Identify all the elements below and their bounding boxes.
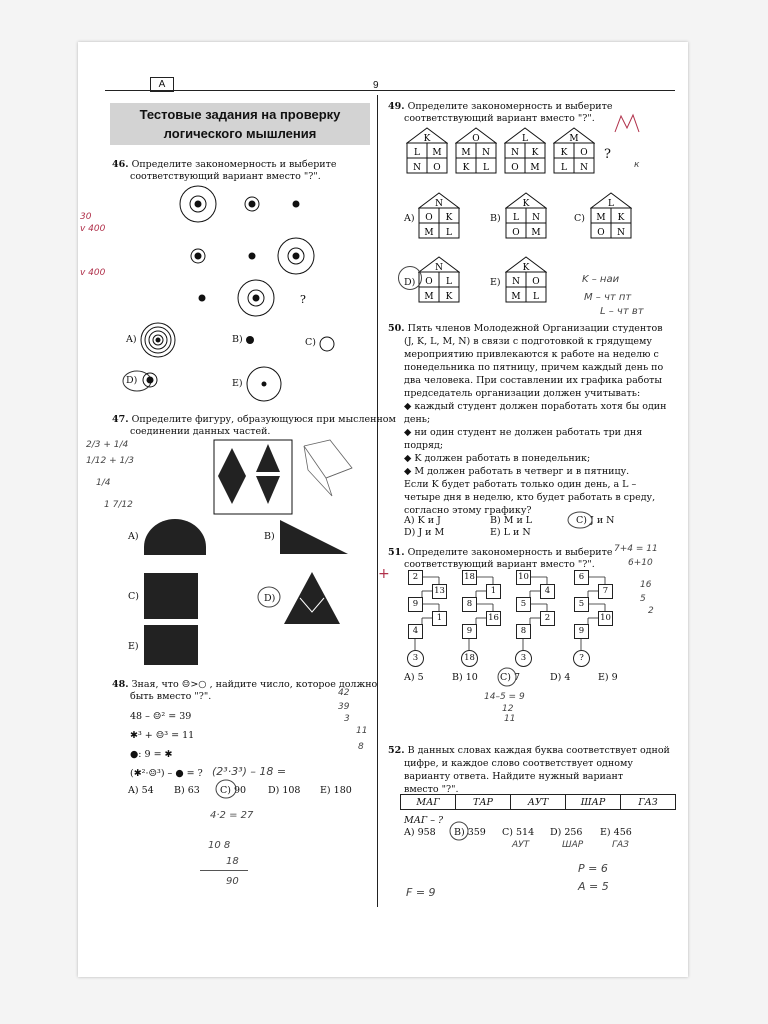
hw-q48-calc-3: 18 bbox=[226, 856, 239, 867]
hw-q48-side-1: 42 bbox=[338, 688, 350, 698]
q51-result-circle: 3 bbox=[515, 650, 532, 667]
q49-house-letter: M bbox=[424, 228, 434, 238]
hw-q51-side-5: 2 bbox=[648, 606, 654, 616]
q51-number-box: 2 bbox=[408, 570, 423, 585]
q47-option-e-figure[interactable] bbox=[142, 623, 200, 667]
q51-result-circle: ? bbox=[573, 650, 590, 667]
q46-dot bbox=[293, 253, 299, 259]
q49-house-letter: K bbox=[522, 199, 530, 209]
q51-answer-c-circle bbox=[496, 666, 521, 688]
hw-q52-val-2: A = 5 bbox=[578, 880, 609, 893]
hw-q52-note-2: ШАР bbox=[562, 840, 584, 850]
q52-line: вместо "?". bbox=[404, 784, 459, 795]
hw-q51-side-2: 6+10 bbox=[628, 558, 653, 568]
q50-line: четыре дня в неделю, кто будет работать в среду, bbox=[404, 492, 656, 503]
page-number: 9 bbox=[373, 80, 379, 91]
q49-house-shape bbox=[418, 256, 460, 304]
hw-q48-calc-4: 90 bbox=[226, 876, 239, 887]
q50-line: (J, K, L, M, N) в связи с подготовкой к грядущему bbox=[404, 336, 653, 347]
hw-q51-under-2: 12 bbox=[502, 704, 514, 714]
q48-answer-b[interactable]: B) 63 bbox=[174, 785, 200, 796]
q48-answer-a[interactable]: A) 54 bbox=[128, 785, 154, 796]
q49-option-label[interactable]: B) bbox=[490, 213, 501, 224]
q46-dot bbox=[195, 201, 201, 207]
hw-q48-side-4: 11 bbox=[356, 726, 368, 736]
q52-line: варианту ответа. Найдите нужный вариант bbox=[404, 771, 624, 782]
q49-house-letter: L bbox=[533, 292, 539, 302]
q52-answer-b-circle bbox=[448, 820, 470, 842]
q47-option-a-label[interactable]: A) bbox=[128, 531, 139, 542]
q49-house-letter: L bbox=[513, 213, 519, 223]
q49-house-letter: M bbox=[531, 228, 541, 238]
q47-option-b-figure[interactable] bbox=[278, 518, 350, 556]
q49-house-letter: N bbox=[511, 148, 519, 158]
q51-line1: Определите закономерность и выберите bbox=[407, 547, 613, 558]
hw-q48-side-5: 8 bbox=[358, 742, 364, 752]
q49-house bbox=[590, 192, 632, 244]
q51-number-box: 5 bbox=[574, 597, 589, 612]
q52-text bbox=[388, 744, 673, 796]
hw-q47-3: 1/4 bbox=[96, 478, 111, 488]
q49-house-letter: L bbox=[446, 277, 452, 287]
q49-house-letter: M bbox=[569, 134, 579, 144]
q46-dot bbox=[195, 253, 201, 259]
q52-line-text: В данных словах каждая буква соответствует одной bbox=[407, 745, 670, 756]
q49-house-letter: M bbox=[424, 292, 434, 302]
q48-number: 48. bbox=[112, 679, 129, 690]
q48-answer-e[interactable]: E) 180 bbox=[320, 785, 352, 796]
q49-house-shape bbox=[590, 192, 632, 240]
q47-option-d-circle bbox=[256, 584, 282, 610]
q47-option-b-label[interactable]: B) bbox=[264, 531, 275, 542]
q46-dot bbox=[253, 295, 259, 301]
q51-number-box: 8 bbox=[462, 597, 477, 612]
q50-line bbox=[388, 322, 673, 335]
q46-option-a-label[interactable]: A) bbox=[126, 334, 137, 345]
q49-option-label[interactable]: C) bbox=[574, 213, 585, 224]
q49-house-letter: K bbox=[445, 292, 453, 302]
q52-word-table bbox=[400, 794, 676, 810]
hw-q48-rule bbox=[200, 870, 248, 871]
q50-line: понедельника по пятницу, причем каждый день по bbox=[404, 362, 664, 373]
q49-house-letter: N bbox=[580, 163, 588, 173]
q47-option-d-figure[interactable] bbox=[282, 570, 342, 626]
q50-line: согласно этому графику? bbox=[404, 505, 532, 516]
q49-house-letter: O bbox=[580, 148, 588, 158]
hw-margin-2: v 400 bbox=[80, 224, 106, 234]
q46-dot bbox=[249, 253, 255, 259]
section-title bbox=[110, 103, 370, 145]
q49-house-letter: K bbox=[617, 213, 625, 223]
q49-house-letter: N bbox=[482, 148, 490, 158]
q49-house-shape bbox=[455, 127, 497, 175]
hw-q47-2: 1/12 + 1/3 bbox=[86, 456, 134, 466]
q46-option-a-figure[interactable] bbox=[138, 320, 178, 360]
q51-number-box: 13 bbox=[432, 584, 447, 599]
q47-parts bbox=[210, 438, 360, 518]
q51-result-circle: 18 bbox=[461, 650, 478, 667]
q47-line1: Определите фигуру, образующуюся при мысленном bbox=[131, 414, 396, 425]
q52-question: МАГ – ? bbox=[404, 815, 444, 826]
q50-answer-d[interactable]: D) J и M bbox=[404, 527, 445, 538]
q49-option-label[interactable]: A) bbox=[404, 213, 415, 224]
q49-number: 49. bbox=[388, 101, 405, 112]
q51-answer-d[interactable]: D) 4 bbox=[550, 672, 571, 683]
q52-word: АУТ bbox=[511, 795, 566, 810]
q50-line: два человека. При составлении их графика работы bbox=[404, 375, 662, 386]
q52-answer-d[interactable]: D) 256 bbox=[550, 827, 583, 838]
q50-text bbox=[388, 322, 673, 517]
hw-q51-side-1: 7+4 = 11 bbox=[614, 544, 658, 554]
q51-number-box: 4 bbox=[408, 624, 423, 639]
q49-house-letter: M bbox=[596, 213, 606, 223]
q49-house-letter: K bbox=[423, 134, 431, 144]
q49-house-letter: N bbox=[617, 228, 625, 238]
q48-eq4: (✱²·☺³) – ● = ? bbox=[130, 768, 203, 779]
q49-house bbox=[418, 192, 460, 244]
q49-option-label[interactable]: E) bbox=[490, 277, 501, 288]
q49-house-letter: N bbox=[532, 213, 540, 223]
q51-answer-b[interactable]: B) 10 bbox=[452, 672, 478, 683]
q49-house-letter: K bbox=[531, 148, 539, 158]
hw-q47-4: 1 7/12 bbox=[104, 500, 133, 510]
hw-q49-note-3: L – чт вт bbox=[600, 306, 644, 317]
q50-line: ◆ K должен работать в понедельник; bbox=[404, 453, 591, 464]
q49-house-letter: M bbox=[530, 163, 540, 173]
hw-q48-expr: (2³·3³) – 18 = bbox=[212, 765, 287, 778]
q50-answer-c-circle bbox=[566, 510, 594, 530]
q46-option-c-label[interactable]: C) bbox=[305, 337, 316, 348]
q48-symbols: ☺>○ bbox=[181, 679, 207, 690]
q47-option-c-label[interactable]: C) bbox=[128, 591, 139, 602]
q46-question-mark: ? bbox=[300, 293, 306, 306]
q49-house-shape bbox=[406, 127, 448, 175]
hw-q51-under-1: 14–5 = 9 bbox=[484, 692, 525, 702]
q52-line bbox=[388, 744, 673, 757]
q50-answer-a[interactable]: A) K и J bbox=[404, 515, 441, 526]
q52-number: 52. bbox=[388, 745, 405, 756]
q49-house-letter: O bbox=[597, 228, 605, 238]
q49-house-shape bbox=[553, 127, 595, 175]
q48-line2: быть вместо "?". bbox=[130, 691, 212, 702]
section-title-line1: Тестовые задания на проверку bbox=[139, 107, 341, 122]
hw-q49-sketch bbox=[612, 112, 644, 136]
q51-number-box: 16 bbox=[486, 611, 501, 626]
q50-line: ◆ ни один студент не должен работать три дня bbox=[404, 427, 643, 438]
q46-option-b-label[interactable]: B) bbox=[232, 334, 243, 345]
q51-number-box: 10 bbox=[516, 570, 531, 585]
q49-house-letter: L bbox=[414, 148, 420, 158]
q51-answer-e[interactable]: E) 9 bbox=[598, 672, 618, 683]
q47-number: 47. bbox=[112, 414, 129, 425]
q50-answer-b[interactable]: B) M и L bbox=[490, 515, 533, 526]
q46-line1: Определите закономерность и выберите bbox=[131, 159, 337, 170]
q51-number-box: 10 bbox=[598, 611, 613, 626]
q50-line: мероприятию привлекаются к работе на неделю с bbox=[404, 349, 659, 360]
q48-answer-c[interactable]: C) 90 bbox=[220, 785, 247, 796]
q51-number-box: 2 bbox=[540, 611, 555, 626]
q49-house-letter: L bbox=[446, 228, 452, 238]
q50-answer-c[interactable]: C) J и N bbox=[576, 515, 615, 526]
q46-option-e-label[interactable]: E) bbox=[232, 378, 243, 389]
q51-answer-c[interactable]: C) 7 bbox=[500, 672, 521, 683]
q49-house-letter: O bbox=[433, 163, 441, 173]
q47-option-e-label[interactable]: E) bbox=[128, 641, 139, 652]
q48-answer-c-circle bbox=[214, 778, 238, 800]
q49-house-shape bbox=[505, 256, 547, 304]
q46-option-d-label[interactable]: D) bbox=[126, 375, 138, 386]
q49-house-letter: M bbox=[432, 148, 442, 158]
q49-house bbox=[505, 192, 547, 244]
q50-answer-e[interactable]: E) L и N bbox=[490, 527, 531, 538]
section-title-line2: логического мышления bbox=[163, 126, 317, 141]
q49-house bbox=[418, 256, 460, 308]
hw-q49-k: к bbox=[634, 160, 640, 170]
q52-word: ШАР bbox=[566, 795, 621, 810]
q52-answer-c[interactable]: C) 514 bbox=[502, 827, 535, 838]
hw-margin-1: 30 bbox=[80, 212, 92, 222]
header-rule bbox=[105, 90, 675, 91]
q49-line2: соответствующий вариант вместо "?". bbox=[404, 113, 595, 124]
q49-house-letter: M bbox=[511, 292, 521, 302]
q51-number: 51. bbox=[388, 547, 405, 558]
q48-eq2: ✱³ + ☺³ = 11 bbox=[130, 730, 195, 741]
q49-house-letter: O bbox=[425, 213, 433, 223]
q49-house-letter: K bbox=[522, 263, 530, 273]
q48-answer-d[interactable]: D) 108 bbox=[268, 785, 301, 796]
q46-option-c-figure[interactable] bbox=[318, 335, 336, 353]
q50-line: ◆ M должен работать в четверг и в пятницу. bbox=[404, 466, 630, 477]
q52-answer-b[interactable]: B) 359 bbox=[454, 827, 486, 838]
hw-q49-note-1: K – наи bbox=[582, 274, 620, 285]
q46-number: 46. bbox=[112, 159, 129, 170]
q49-question-mark: ? bbox=[604, 147, 611, 162]
q49-house-letter: O bbox=[512, 228, 520, 238]
hw-q52-note-1: АУТ bbox=[512, 840, 530, 850]
q51-number-box: 18 bbox=[462, 570, 477, 585]
q49-house bbox=[406, 127, 448, 179]
q49-option-label[interactable]: D) bbox=[404, 277, 416, 288]
q49-house-letter: L bbox=[608, 199, 614, 209]
q49-option-d-circle bbox=[398, 266, 422, 290]
q49-house-letter: M bbox=[461, 148, 471, 158]
hw-q48-calc-2: 10 8 bbox=[208, 840, 231, 851]
q50-line: день; bbox=[404, 414, 431, 425]
q49-house bbox=[505, 256, 547, 308]
q49-house-shape bbox=[504, 127, 546, 175]
q49-house-letter: N bbox=[435, 263, 443, 273]
q51-line2: соответствующий вариант вместо "?". bbox=[404, 559, 595, 570]
q49-house bbox=[504, 127, 546, 179]
q52-line: цифре, и каждое слово соответствует одному bbox=[404, 758, 633, 769]
q47-option-c-figure[interactable] bbox=[142, 571, 200, 621]
q51-result-circle: 3 bbox=[407, 650, 424, 667]
q51-number-box: 9 bbox=[408, 597, 423, 612]
q52-word: ТАР bbox=[456, 795, 511, 810]
q49-house-letter: L bbox=[561, 163, 567, 173]
hw-q48-calc-1: 4·2 = 27 bbox=[210, 810, 254, 821]
q49-house bbox=[455, 127, 497, 179]
q49-house-letter: O bbox=[472, 134, 480, 144]
q49-house-shape bbox=[418, 192, 460, 240]
hw-q47-1: 2/3 + 1/4 bbox=[86, 440, 129, 450]
hw-q48-side-3: 3 bbox=[344, 714, 350, 724]
q49-house-letter: L bbox=[522, 134, 528, 144]
q49-house-letter: N bbox=[512, 277, 520, 287]
q51-number-box: 9 bbox=[462, 624, 477, 639]
q49-house-letter: N bbox=[413, 163, 421, 173]
q49-house-letter: N bbox=[435, 199, 443, 209]
q46-option-d-figure[interactable] bbox=[120, 368, 164, 394]
q50-line-text: Пять членов Молодежной Организации студентов bbox=[407, 323, 663, 334]
q49-house-letter: K bbox=[560, 148, 568, 158]
q48-line1b: , найдите число, которое должно bbox=[209, 679, 378, 690]
q51-number-box: 1 bbox=[486, 584, 501, 599]
q49-house-letter: L bbox=[483, 163, 489, 173]
q47-option-a-figure[interactable] bbox=[142, 517, 208, 557]
q51-number-box: 8 bbox=[516, 624, 531, 639]
q46-line2: соответствующий вариант вместо "?". bbox=[130, 171, 321, 182]
q46-option-b-figure[interactable] bbox=[244, 334, 256, 346]
hw-margin-3: v 400 bbox=[80, 268, 106, 278]
q48-eq1: 48 – ☺² = 39 bbox=[130, 711, 192, 722]
q47-option-d-label[interactable]: D) bbox=[264, 593, 276, 604]
q51-answer-a[interactable]: A) 5 bbox=[404, 672, 424, 683]
q46-figure-grid bbox=[160, 180, 330, 320]
q49-house-letter: K bbox=[462, 163, 470, 173]
hw-q51-under-3: 11 bbox=[504, 714, 516, 724]
q52-answer-a[interactable]: A) 958 bbox=[404, 827, 436, 838]
hw-q49-note-2: M – чт пт bbox=[584, 292, 632, 303]
q50-number: 50. bbox=[388, 323, 405, 334]
q51-number-box: 7 bbox=[598, 584, 613, 599]
q49-house bbox=[553, 127, 595, 179]
q49-house-letter: O bbox=[425, 277, 433, 287]
q52-word: ГАЗ bbox=[621, 795, 676, 810]
q46-dot bbox=[293, 201, 299, 207]
q51-number-box: 9 bbox=[574, 624, 589, 639]
q48-line1: Зная, что bbox=[131, 679, 179, 690]
hw-q51-cross: + bbox=[378, 566, 390, 582]
q51-number-box: 6 bbox=[574, 570, 589, 585]
q50-line: подряд; bbox=[404, 440, 444, 451]
q51-number-box: 5 bbox=[516, 597, 531, 612]
hw-q48-side-2: 39 bbox=[338, 702, 350, 712]
q47-line2: соединении данных частей. bbox=[130, 426, 271, 437]
hw-q52-f: F = 9 bbox=[406, 886, 436, 899]
q49-house-shape bbox=[505, 192, 547, 240]
q51-number-box: 1 bbox=[432, 611, 447, 626]
q50-line: ◆ каждый студент должен поработать хотя бы один bbox=[404, 401, 667, 412]
q49-house-letter: O bbox=[511, 163, 519, 173]
q46-dot bbox=[199, 295, 205, 301]
q48-eq3: ●: 9 = ✱ bbox=[130, 749, 173, 760]
q49-house-letter: K bbox=[445, 213, 453, 223]
q51-number-box: 4 bbox=[540, 584, 555, 599]
hw-q51-side-3: 16 bbox=[640, 580, 652, 590]
variant-tag: A bbox=[150, 77, 174, 92]
q52-word: МАГ bbox=[401, 795, 456, 810]
q46-option-e-figure[interactable] bbox=[244, 364, 284, 404]
hw-q51-side-4: 5 bbox=[640, 594, 646, 604]
column-divider bbox=[377, 95, 378, 907]
q49-line1: Определите закономерность и выберите bbox=[407, 101, 613, 112]
q50-line: Если K будет работать только один день, а L – bbox=[404, 479, 637, 490]
hw-q52-val-1: P = 6 bbox=[578, 862, 608, 875]
hw-q52-note-3: ГАЗ bbox=[612, 840, 629, 850]
q50-line: председатель организации должен учитывать: bbox=[404, 388, 641, 399]
q49-house-letter: O bbox=[532, 277, 540, 287]
q52-answer-e[interactable]: E) 456 bbox=[600, 827, 632, 838]
q46-dot bbox=[249, 201, 255, 207]
